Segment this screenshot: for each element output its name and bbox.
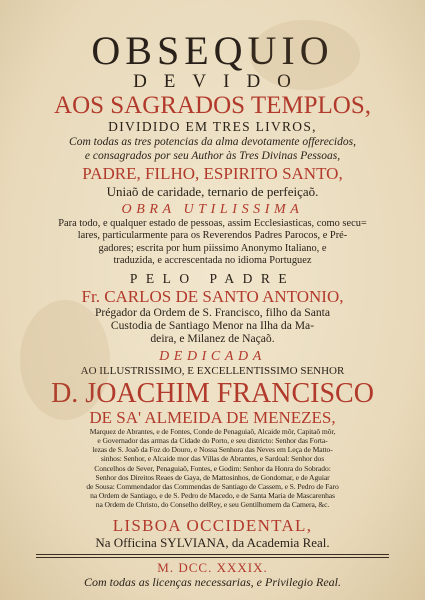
titles-line: de Sousa: Commendador das Commendas de Santiago de Cassem, e S. Pedro de Faro	[86, 482, 339, 492]
titles-line: na Ordem de Christo, do Conselho delRey, e seu Gentilhomem da Camera, &c.	[95, 500, 330, 510]
place-of-publication: LISBOA OCCIDENTAL,	[112, 515, 313, 535]
ao-illustrissimo: AO ILLUSTRISSIMO, E EXCELLENTISSIMO SENHOR	[80, 364, 345, 377]
author-description	[22, 306, 403, 346]
dedicatee-name: D. JOACHIM FRANCISCO	[51, 377, 374, 409]
author-line: deira, e Milanez de Naçaõ.	[150, 332, 275, 346]
titles-line: lezas de S. Joaõ da Foz do Douro, e Nossa Senhora das Neves em Leça de Matto-	[92, 445, 333, 455]
obra-line: OBRA UTILISSIMA	[121, 202, 304, 217]
description-paragraph	[22, 218, 403, 268]
dedication-line-1: Com todas as tres potencias da alma devotamente offerecidos,	[69, 136, 356, 148]
titles-line: na Ordem de Santiago, e de S. Pedro de Macedo, e de Santa Maria de Mascarenhas	[90, 491, 335, 501]
publication-year: M. DCC. XXXIX.	[157, 559, 268, 575]
divider-rule-thin	[36, 557, 389, 558]
dedicatee-titles	[22, 427, 403, 510]
uniao-line: Uniaõ de caridade, ternario de perfeiçaõ.	[106, 184, 319, 199]
subtitle-templos: AOS SAGRADOS TEMPLOS,	[54, 92, 371, 119]
description-line: traduzida, e accrescentada no idioma Portuguez	[113, 255, 312, 267]
printer-line: Na Officina SYLVIANA, da Academia Real.	[95, 534, 330, 550]
titles-line: sinhos: Senhor, e Alcaide mor das Villas de Abrantes, e Sardoal: Senhor dos	[100, 454, 325, 464]
description-line: gadores; escrita por hum piissimo Anonymo Italiano, e	[98, 242, 327, 254]
dedication-line-2: e consagrados por seu Author às Tres Divinas Pessoas,	[84, 150, 341, 162]
description-line: lares, particularmente para os Reverendos Padres Parocos, e Pré-	[77, 230, 348, 242]
titles-line: Marquez de Abrantes, e de Fontes, Conde de Penaguiaõ, Alcaide môr, Capitaõ môr,	[89, 426, 336, 436]
dedicatee-surname: DE SA' ALMEIDA DE MENEZES,	[89, 407, 336, 427]
author-name: Fr. CARLOS DE SANTO ANTONIO,	[81, 286, 344, 306]
dedicada-line: DEDICADA	[159, 348, 266, 364]
license-line: Com todas as licenças necessarias, e Privilegio Real.	[84, 574, 341, 589]
divider-rule	[36, 554, 389, 555]
titles-line: Concelhos de Sever, Penaguiaõ, Fontes, e Godim: Senhor da Honra do Sobrado:	[94, 463, 331, 473]
division-line: DIVIDIDO EM TRES LIVROS,	[108, 119, 317, 134]
titles-line: Senhor dos Direitos Reaes de Gaya, de Mattosinhos, de Gondomar, e de Aguiar	[95, 472, 330, 482]
titles-line: e Governador das armas da Cidade do Porto, e seu districto: Senhor das Forta-	[97, 436, 328, 446]
subtitle-devido: DEVIDO	[133, 71, 308, 92]
author-line: Prégador da Ordem de S. Francisco, filho da Santa	[94, 305, 331, 319]
trinity-line: PADRE, FILHO, ESPIRITO SANTO,	[82, 164, 343, 183]
author-line: Custodia de Santiago Menor na Ilha da Ma-	[110, 319, 315, 333]
pelo-padre: PELO PADRE	[129, 270, 296, 286]
description-line: Para todo, e qualquer estado de pessoas, assim Ecclesiasticas, como secu=	[58, 218, 367, 229]
book-title: OBSEQUIO	[91, 28, 334, 73]
